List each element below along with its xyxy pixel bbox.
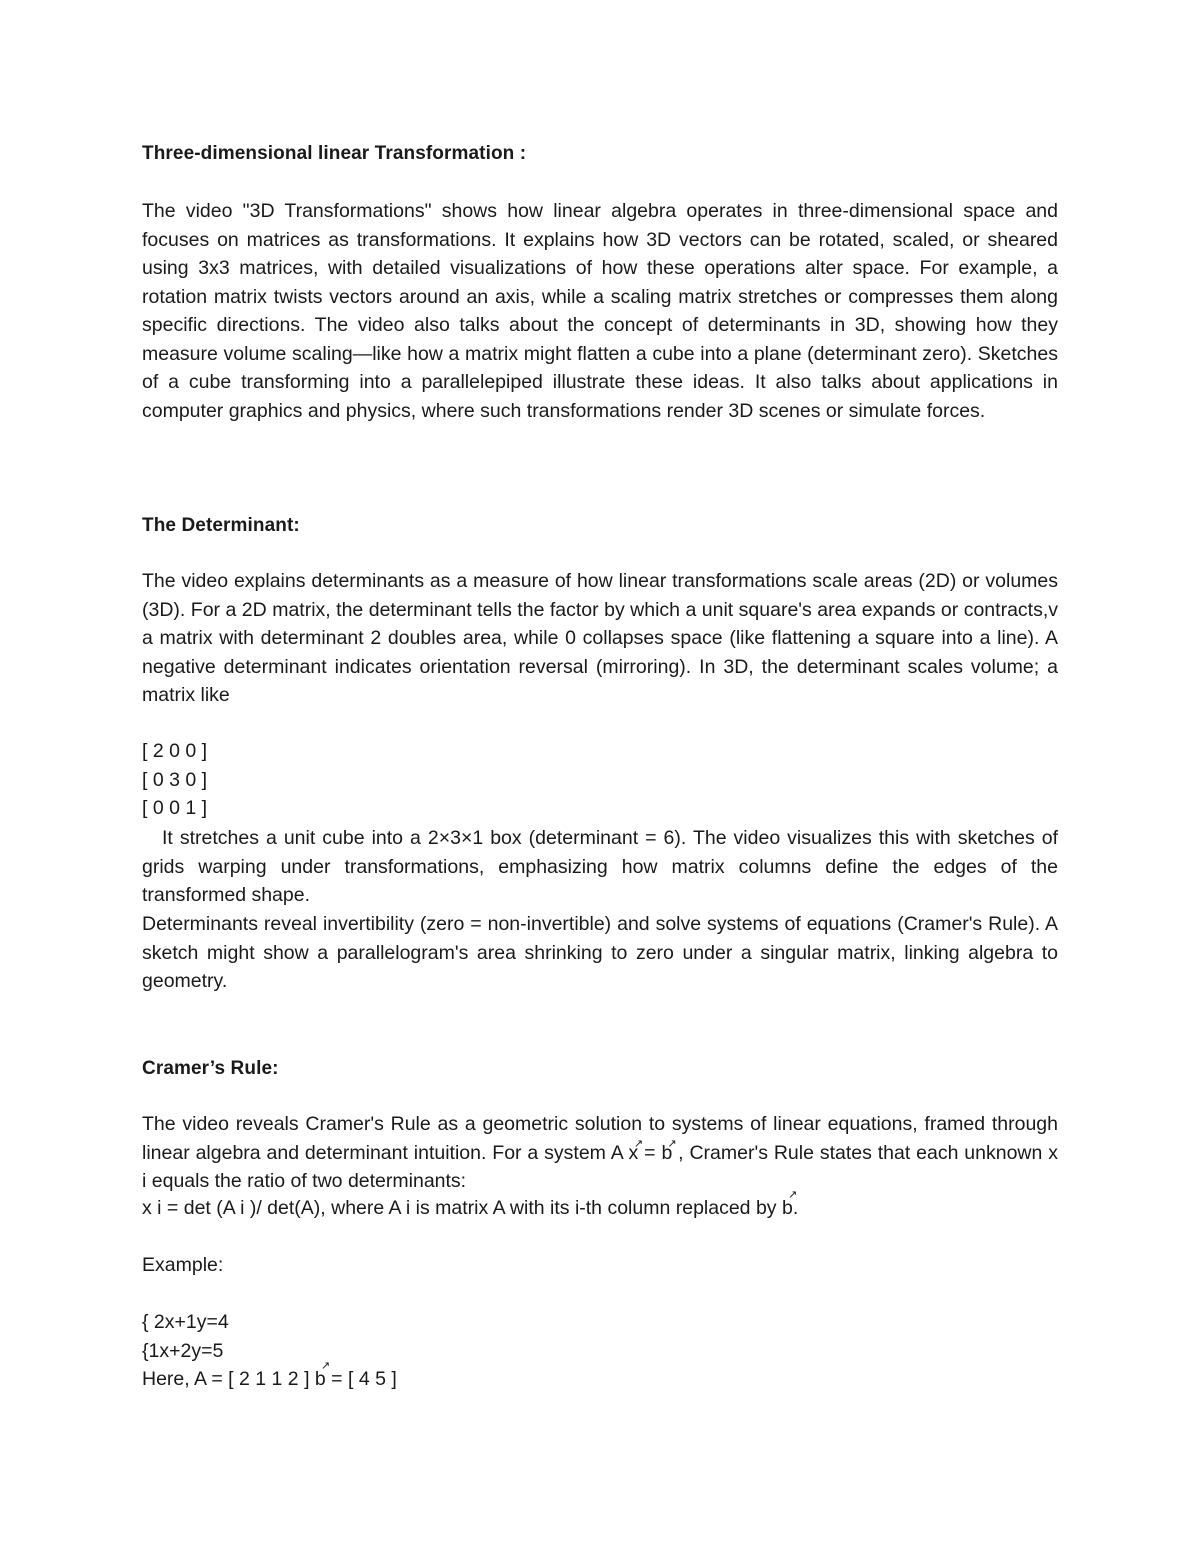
matrix-row-1: [ 2 0 0 ] bbox=[142, 740, 208, 762]
paragraph-cramers-rule: The video reveals Cramer's Rule as a geometric solution to systems of linear equations, framed through linear algebra and determinant intuition. For a system A x ↗ = b ↗ , Cramer's Rule states that each unknown x i equals the ratio of two determinants: bbox=[142, 1110, 1058, 1196]
vector-b: b ↗ bbox=[782, 1197, 793, 1220]
paragraph-determinant-example: It stretches a unit cube into a 2×3×1 box (determinant = 6). The video visualizes this with sketches of grids warping under transformations, emphasizing how matrix columns define the edges of the transformed shape. bbox=[142, 827, 1058, 906]
paragraph-determinant-intro: The video explains determinants as a measure of how linear transformations scale areas (2D) or volumes (3D). For a 2D matrix, the determinant tells the factor by which a unit square's area expands or contracts,v a matrix with determinant 2 doubles area, while 0 collapses space (like flattening a square into a line). A negative determinant indicates orientation reversal (mirroring). In 3D, the determinant scales volume; a matrix like bbox=[142, 570, 1058, 706]
matrix-row-2: [ 0 3 0 ] bbox=[142, 769, 208, 791]
matrix-row-3: [ 0 0 1 ] bbox=[142, 797, 208, 819]
example-label: Example: bbox=[142, 1254, 224, 1276]
equation-2: {1x+2y=5 bbox=[142, 1340, 224, 1362]
paragraph-3d-transformation: The video "3D Transformations" shows how linear algebra operates in three-dimensional space and focuses on matrices as transformations. It explains how 3D vectors can be rotated, scaled, or sheared using 3x3 matrices, with detailed visualizations of how these operations alter space. For example, a rotation matrix twists vectors around an axis, while a scaling matrix stretches or compresses them along specific directions. The video also talks about the concept of determinants in 3D, showing how they measure volume scaling—like how a matrix might flatten a cube into a plane (determinant zero). Sketches of a cube transforming into a parallelepiped illustrate these ideas. It also talks about applications in computer graphics and physics, where such transformations render 3D scenes or simulate forces. bbox=[142, 200, 1058, 422]
example-here-line: Here, A = [ 2 1 1 2 ] b ↗ = [ 4 5 ] bbox=[142, 1368, 397, 1391]
vector-b: b ↗ bbox=[315, 1368, 326, 1391]
vector-x: x ↗ bbox=[629, 1139, 639, 1168]
cramers-formula-line: x i = det (A i )/ det(A), where A i is matrix A with its i-th column replaced by b ↗. bbox=[142, 1197, 798, 1220]
section-heading-cramers-rule: Cramer’s Rule: bbox=[142, 1058, 279, 1079]
vector-b: b ↗ bbox=[661, 1139, 672, 1168]
paragraph-determinant-invertibility: Determinants reveal invertibility (zero = non-invertible) and solve systems of equations (Cramer's Rule). A sketch might show a parallelogram's area shrinking to zero under a singular matrix, linking algebra to geometry. bbox=[142, 913, 1058, 992]
section-heading-determinant: The Determinant: bbox=[142, 515, 300, 536]
section-heading-3d-transformation: Three-dimensional linear Transformation : bbox=[142, 143, 527, 164]
equation-1: { 2x+1y=4 bbox=[142, 1311, 229, 1333]
